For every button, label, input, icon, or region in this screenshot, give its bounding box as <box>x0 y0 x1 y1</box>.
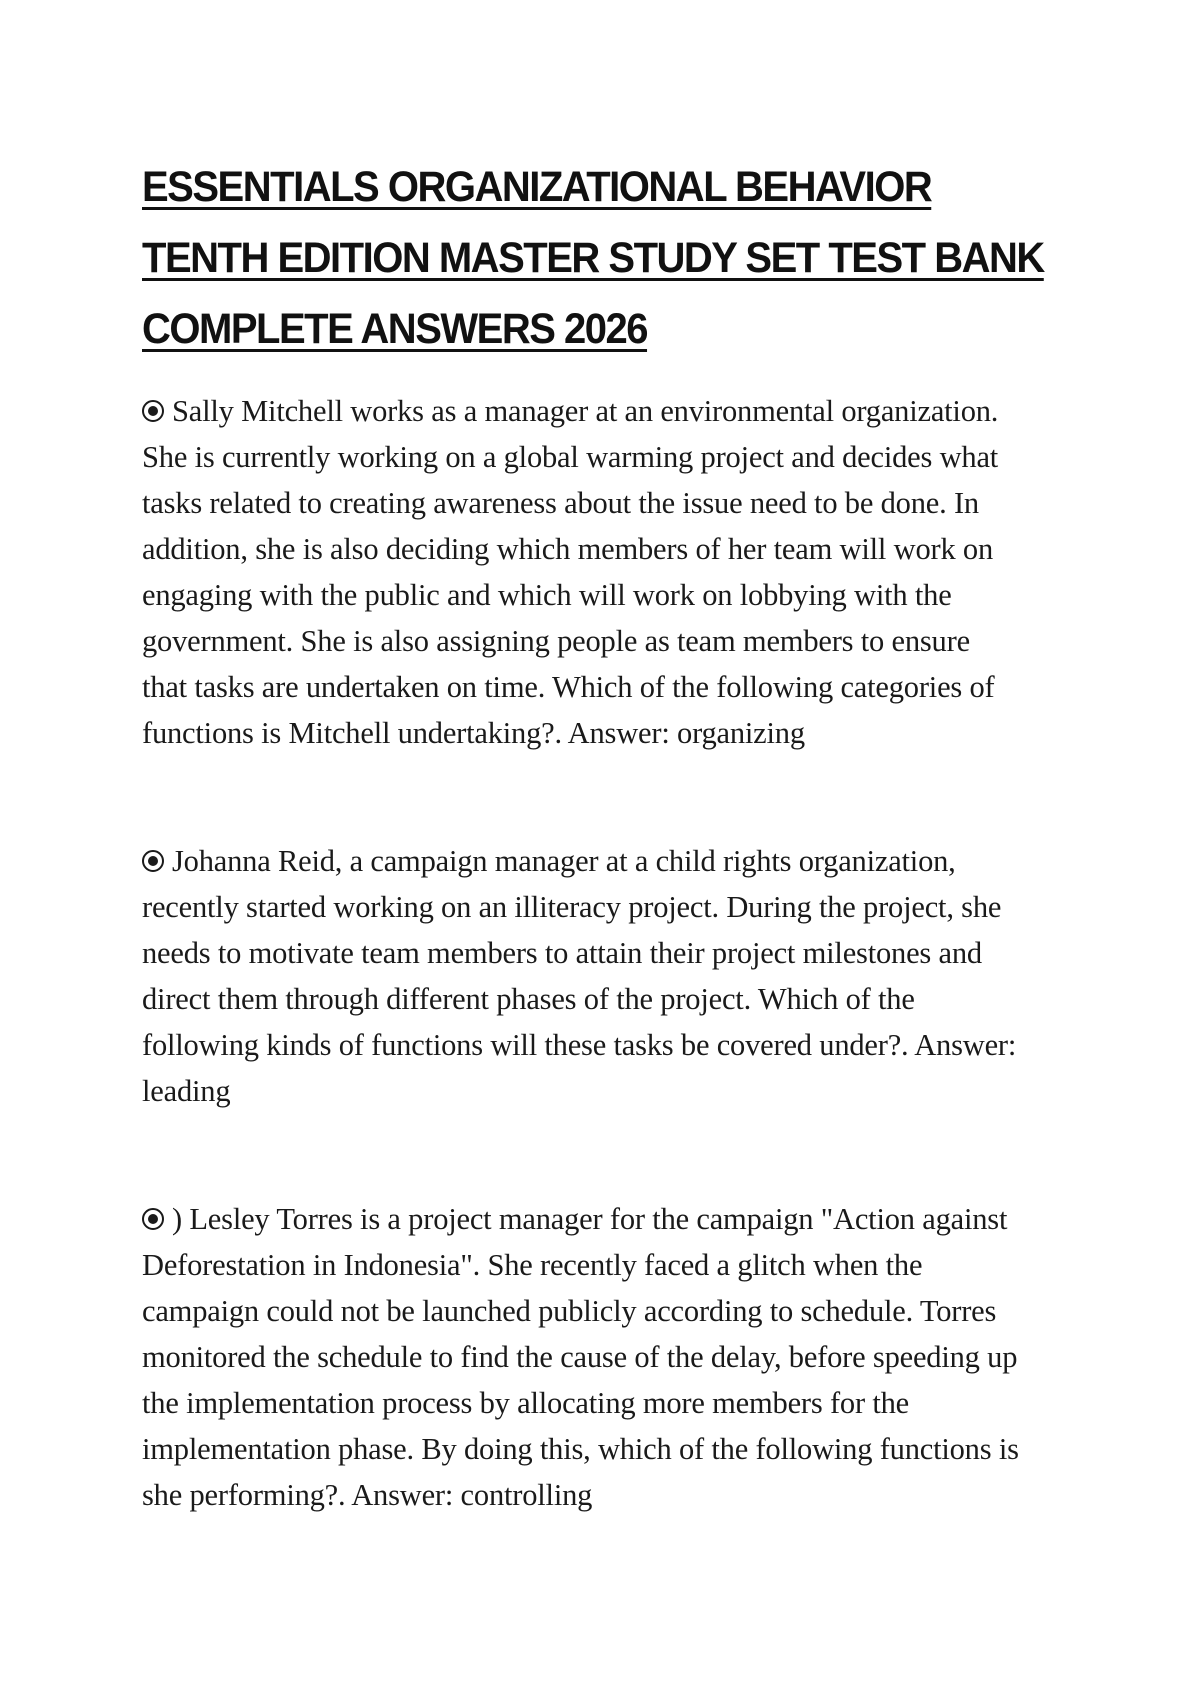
question-line: government. She is also assigning people as team members to ensure <box>142 624 970 658</box>
question-line: addition, she is also deciding which members of her team will work on <box>142 532 994 566</box>
radio-bullet-icon <box>142 400 164 422</box>
title-line: ESSENTIALS ORGANIZATIONAL BEHAVIOR <box>142 163 932 211</box>
radio-bullet-icon <box>142 850 164 872</box>
question-line: tasks related to creating awareness about the issue need to be done. In <box>142 486 979 520</box>
radio-bullet-icon <box>142 1208 164 1230</box>
question-text: ) Lesley Torres is a project manager for the campaign "Action against <box>172 1202 1008 1236</box>
question-line: following kinds of functions will these tasks be covered under?. Answer: <box>142 1028 1017 1062</box>
question-line: functions is Mitchell undertaking?. Answer: organizing <box>142 716 805 750</box>
title-line: TENTH EDITION MASTER STUDY SET TEST BANK <box>142 234 1044 282</box>
question-line: needs to motivate team members to attain their project milestones and <box>142 936 982 970</box>
question-line: campaign could not be launched publicly according to schedule. Torres <box>142 1294 997 1328</box>
question-line: implementation phase. By doing this, which of the following functions is <box>142 1432 1019 1466</box>
question-line: engaging with the public and which will work on lobbying with the <box>142 578 952 612</box>
question-line: that tasks are undertaken on time. Which of the following categories of <box>142 670 995 704</box>
question-text: Sally Mitchell works as a manager at an environmental organization. <box>172 394 999 428</box>
question-block <box>142 388 1092 756</box>
question-block <box>142 838 1092 1114</box>
title-line: COMPLETE ANSWERS 2026 <box>142 305 648 353</box>
question-line: Deforestation in Indonesia". She recently faced a glitch when the <box>142 1248 923 1282</box>
question-line: leading <box>142 1074 231 1108</box>
question-line: she performing?. Answer: controlling <box>142 1478 593 1512</box>
question-block <box>142 1196 1092 1518</box>
question-line: the implementation process by allocating more members for the <box>142 1386 910 1420</box>
question-line: She is currently working on a global warming project and decides what <box>142 440 999 474</box>
question-line: monitored the schedule to find the cause of the delay, before speeding up <box>142 1340 1018 1374</box>
question-text: Johanna Reid, a campaign manager at a child rights organization, <box>172 844 956 878</box>
question-line <box>142 388 1092 434</box>
question-line <box>142 838 1092 884</box>
document-title <box>142 152 1044 365</box>
question-line <box>142 1196 1092 1242</box>
question-line: recently started working on an illiteracy project. During the project, she <box>142 890 1002 924</box>
question-line: direct them through different phases of the project. Which of the <box>142 982 915 1016</box>
